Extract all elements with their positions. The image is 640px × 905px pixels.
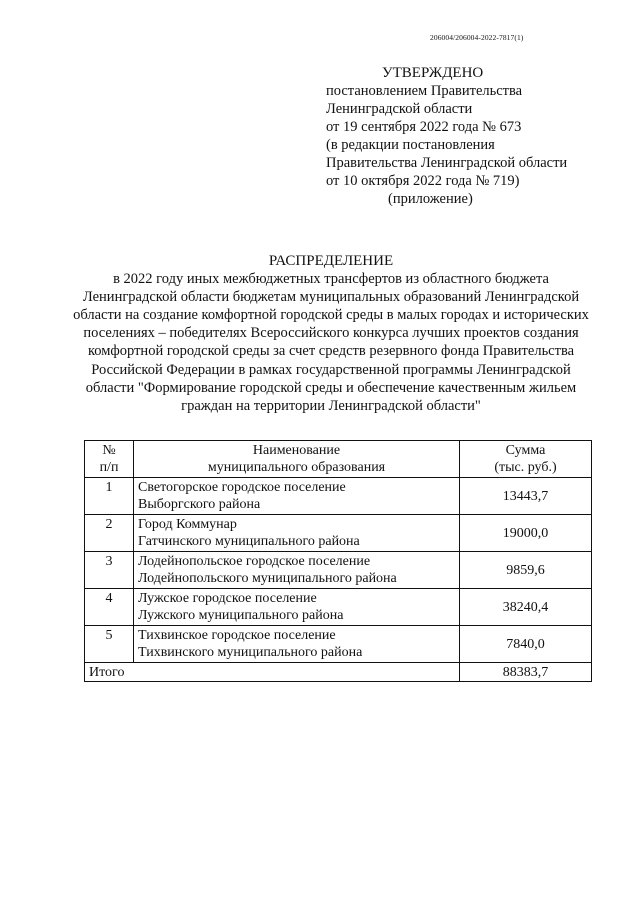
header-name-line1: Наименование <box>252 443 341 458</box>
title-line: области на создание комфортной городской среды в малых городах и исторических <box>73 307 589 324</box>
total-row <box>85 663 592 682</box>
row-name-line1: Лодейнопольское городское поселение <box>138 554 371 569</box>
title-line: области "Формирование городской среды и обеспечение качественным жильем <box>85 379 577 396</box>
row-sum: 7840,0 <box>460 626 592 663</box>
row-name <box>134 478 460 515</box>
row-name <box>134 589 460 626</box>
appendix-label: (приложение) <box>388 191 473 207</box>
header-number-line2: п/п <box>99 460 119 475</box>
row-name-line2: Тихвинского муниципального района <box>138 645 363 660</box>
header-sum-line2: (тыс. руб.) <box>494 460 557 475</box>
table-row <box>85 552 592 589</box>
row-number: 2 <box>85 515 134 552</box>
header-number-line1: № <box>102 443 116 458</box>
title-line: Российской Федерации в рамках государственной программы Ленинградской <box>91 361 571 378</box>
total-label: Итого <box>85 663 460 682</box>
table-row <box>85 589 592 626</box>
header-sum-line1: Сумма <box>505 443 546 458</box>
row-name-line1: Светогорское городское поселение <box>138 480 346 495</box>
title-line: комфортной городской среды за счет средств резервного фонда Правительства <box>87 343 575 360</box>
distribution-table <box>84 440 592 682</box>
header-name-line2: муниципального образования <box>207 460 386 475</box>
row-name-line2: Выборгского района <box>138 497 261 512</box>
row-name <box>134 626 460 663</box>
header-number <box>85 441 134 478</box>
approval-line: (в редакции постановления <box>326 137 495 153</box>
table-row <box>85 626 592 663</box>
row-name <box>134 515 460 552</box>
row-sum: 38240,4 <box>460 589 592 626</box>
approval-line: Правительства Ленинградской области <box>326 155 568 171</box>
approval-heading: УТВЕРЖДЕНО <box>382 65 484 81</box>
row-number: 3 <box>85 552 134 589</box>
table-row <box>85 478 592 515</box>
table-row <box>85 515 592 552</box>
approval-line: постановлением Правительства <box>326 83 523 99</box>
approval-line: от 10 октября 2022 года № 719) <box>326 173 520 189</box>
approval-line: Ленинградской области <box>326 101 473 117</box>
approval-line: от 19 сентября 2022 года № 673 <box>326 119 522 135</box>
row-name-line1: Тихвинское городское поселение <box>138 628 336 643</box>
title-line: граждан на территории Ленинградской области" <box>181 397 481 414</box>
row-number: 1 <box>85 478 134 515</box>
row-name <box>134 552 460 589</box>
row-name-line1: Лужское городское поселение <box>138 591 317 606</box>
table-header-row <box>85 441 592 478</box>
document-id: 206004/206004-2022-7817(1) <box>430 33 524 42</box>
row-number: 5 <box>85 626 134 663</box>
row-name-line2: Лужского муниципального района <box>138 608 344 623</box>
row-number: 4 <box>85 589 134 626</box>
header-sum <box>460 441 592 478</box>
total-sum: 88383,7 <box>460 663 592 682</box>
row-name-line1: Город Коммунар <box>138 517 237 532</box>
title-line: Ленинградской области бюджетам муниципальных образований Ленинградской <box>82 289 580 306</box>
row-sum: 19000,0 <box>460 515 592 552</box>
row-sum: 9859,6 <box>460 552 592 589</box>
title-line: поселениях – победителях Всероссийского конкурса лучших проектов создания <box>83 325 579 342</box>
row-name-line2: Лодейнопольского муниципального района <box>138 571 397 586</box>
header-name <box>134 441 460 478</box>
document-title <box>66 252 596 415</box>
row-sum: 13443,7 <box>460 478 592 515</box>
title-heading: РАСПРЕДЕЛЕНИЕ <box>268 253 394 269</box>
row-name-line2: Гатчинского муниципального района <box>138 534 360 549</box>
title-line: в 2022 году иных межбюджетных трансфертов из областного бюджета <box>113 271 549 288</box>
approval-block <box>326 64 567 208</box>
